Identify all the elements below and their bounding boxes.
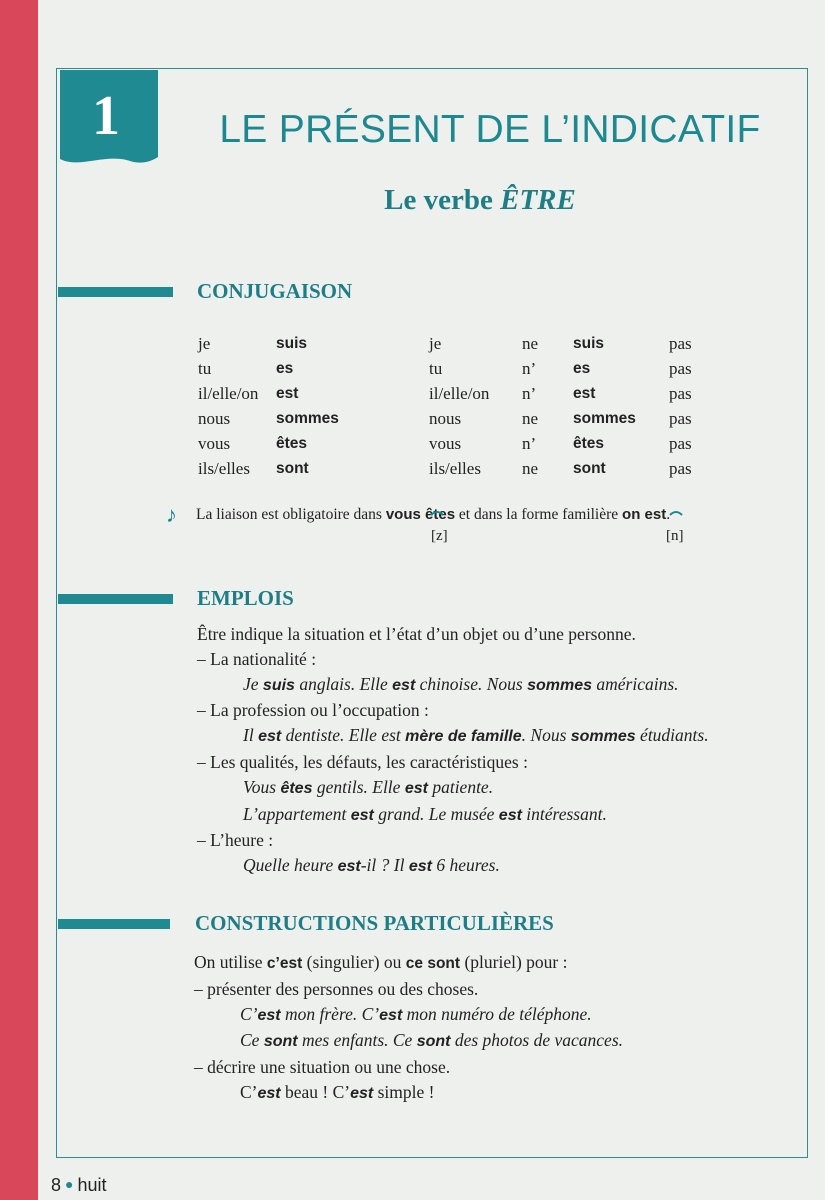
emplois-text: Être indique la situation et l’état d’un objet ou d’une personne. – La nationalité : Je suis anglais. Elle est chinoise. Nous sommes américains. – La profession ou l’occupation : Il est dentiste. Elle est mère de famille. Nous sommes étudiants. – Les qualités, les défauts, les caractéristiques : Vous êtes gentils. Elle est patiente. L’appartement est grand. Le musée est intéressant. – L’heure : Quelle heure est-il ? Il est 6 heures. — [197, 624, 709, 876]
conj-negative-ne: ne n’ n’ ne n’ ne — [522, 334, 539, 478]
liaison-arc-icon — [669, 508, 683, 516]
chapter-title: LE PRÉSENT DE L’INDICATIF — [219, 108, 761, 151]
phonetic-n: [n] — [666, 528, 684, 544]
section-bar — [58, 919, 170, 929]
page-edge-band — [0, 0, 38, 1200]
liaison-note: La liaison est obligatoire dans vous êtes et dans la forme familière on est. — [196, 506, 671, 523]
conj-affirmative-pronouns: je tu il/elle/on nous vous ils/elles — [198, 334, 259, 478]
conj-negative-pas: pas pas pas pas pas pas — [669, 334, 692, 478]
tab-wave-icon — [60, 153, 158, 171]
chapter-subtitle: Le verbe ÊTRE — [384, 184, 576, 216]
liaison-arc-icon — [430, 508, 444, 516]
page-word: huit — [77, 1175, 107, 1195]
conj-negative-verbs: suis es est sommes êtes sont — [573, 335, 636, 477]
page-footer — [51, 1175, 107, 1196]
page-number: 8 — [51, 1175, 62, 1195]
phonetic-z: [z] — [431, 528, 448, 544]
section-bar — [58, 594, 173, 604]
constructions-text: On utilise c’est (singulier) ou ce sont (pluriel) pour : – présenter des personnes ou des choses. C’est mon frère. C’est mon numéro de téléphone. Ce sont mes enfants. Ce sont des photos de vacances. – décrire une situation ou une chose. C’est beau ! C’est simple ! — [194, 952, 624, 1102]
conj-negative-pronouns: je tu il/elle/on nous vous ils/elles — [429, 334, 490, 478]
section-title-emplois: EMPLOIS — [197, 586, 294, 610]
conj-affirmative-verbs: suis es est sommes êtes sont — [276, 335, 339, 477]
section-title-constructions: CONSTRUCTIONS PARTICULIÈRES — [195, 911, 554, 935]
bullet-dot-icon: ● — [65, 1176, 74, 1192]
chapter-tab — [60, 70, 158, 170]
chapter-number: 1 — [92, 85, 120, 147]
section-bar — [58, 287, 173, 297]
music-note-icon: ♪ — [166, 502, 177, 527]
section-title-conjugaison: CONJUGAISON — [197, 279, 353, 303]
